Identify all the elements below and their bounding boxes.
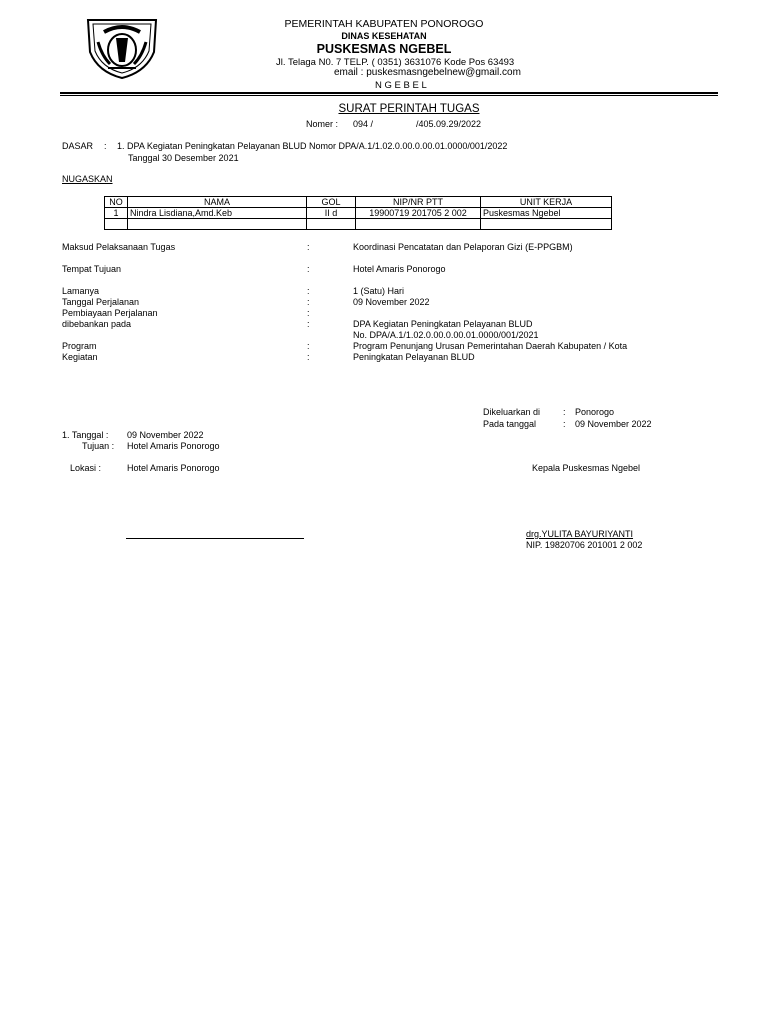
signer-title: Kepala Puskesmas Ngebel	[532, 463, 641, 473]
cell-nip: 19900719 201705 2 002	[356, 208, 481, 219]
pembiayaan-label: Pembiayaan Perjalanan	[62, 308, 158, 318]
email-line: email : puskesmasngebelnew@gmail.com	[334, 67, 521, 78]
visit-tanggal-value: 09 November 2022	[127, 430, 204, 440]
cell-gol	[307, 219, 356, 230]
dasar-item-1-date: Tanggal 30 Desember 2021	[128, 153, 239, 163]
cell-nama	[128, 219, 307, 230]
issued-date-value: 09 November 2022	[575, 419, 652, 429]
dibebankan-colon: :	[307, 319, 310, 329]
lamanya-value: 1 (Satu) Hari	[353, 286, 405, 296]
tanggal-value: 09 November 2022	[353, 297, 430, 307]
visit-tujuan-label: Tujuan :	[82, 441, 115, 451]
kegiatan-label: Kegiatan	[62, 352, 98, 362]
program-colon: :	[307, 341, 310, 351]
visit-lokasi-value: Hotel Amaris Ponorogo	[127, 463, 220, 473]
issued-date-label: Pada tanggal	[483, 419, 537, 429]
cell-no: 1	[105, 208, 128, 219]
kegiatan-value: Peningkatan Pelayanan BLUD	[353, 352, 475, 362]
signature-line	[126, 538, 304, 539]
cell-unit	[481, 219, 612, 230]
issued-date-colon: :	[563, 419, 566, 429]
cell-gol: II d	[307, 208, 356, 219]
col-nama: NAMA	[128, 197, 307, 208]
dibebankan-label: dibebankan pada	[62, 319, 132, 329]
maksud-colon: :	[307, 242, 310, 252]
signer-nip: NIP. 19820706 201001 2 002	[526, 540, 643, 550]
issued-at-colon: :	[563, 407, 566, 417]
letter-title: SURAT PERINTAH TUGAS	[338, 103, 480, 115]
dasar-label: DASAR	[62, 141, 94, 151]
dasar-colon: :	[104, 141, 107, 151]
gov-heading: PEMERINTAH KABUPATEN PONOROGO	[284, 18, 484, 30]
cell-unit: Puskesmas Ngebel	[481, 208, 612, 219]
lamanya-label: Lamanya	[62, 286, 100, 296]
dept-heading: DINAS KESEHATAN	[341, 31, 427, 41]
dasar-item-1: 1. DPA Kegiatan Peningkatan Pelayanan BLUD Nomor DPA/A.1/1.02.0.00.0.00.01.0000/001/2022	[117, 141, 508, 151]
dibebankan-value-2: No. DPA/A.1/1.02.0.00.0.00.01.0000/001/2021	[353, 330, 539, 340]
nugaskan-heading: NUGASKAN	[62, 174, 113, 184]
kegiatan-colon: :	[307, 352, 310, 362]
signer-name: drg.YULITA BAYURIYANTI	[526, 529, 634, 539]
number-value: 094 /	[353, 119, 374, 129]
cell-no	[105, 219, 128, 230]
col-gol: GOL	[307, 197, 356, 208]
col-nip: NIP/NR PTT	[356, 197, 481, 208]
program-label: Program	[62, 341, 97, 351]
number-label: Nomer :	[306, 119, 339, 129]
visit-tujuan-value: Hotel Amaris Ponorogo	[127, 441, 220, 451]
maksud-label: Maksud Pelaksanaan Tugas	[62, 242, 176, 252]
tempat-label: Tempat Tujuan	[62, 264, 122, 274]
cell-nip	[356, 219, 481, 230]
maksud-value: Koordinasi Pencatatan dan Pelaporan Gizi (E-PPGBM)	[353, 242, 573, 252]
col-unit: UNIT KERJA	[481, 197, 612, 208]
issued-at-label: Dikeluarkan di	[483, 407, 541, 417]
table-row	[105, 208, 612, 219]
tempat-colon: :	[307, 264, 310, 274]
issued-at-value: Ponorogo	[575, 407, 615, 417]
visit-lokasi-label: Lokasi :	[70, 463, 102, 473]
visit-tanggal-label: 1. Tanggal :	[62, 430, 109, 440]
org-heading: PUSKESMAS NGEBEL	[316, 42, 452, 56]
table-header-row	[105, 197, 612, 208]
header-divider-thin	[60, 95, 718, 96]
lamanya-colon: :	[307, 286, 310, 296]
header-divider	[60, 92, 718, 94]
col-no: NO	[105, 197, 128, 208]
cell-nama: Nindra Lisdiana,Amd.Keb	[128, 208, 307, 219]
address-line: Jl. Telaga N0. 7 TELP. ( 0351) 3631076 Kode Pos 63493	[276, 57, 515, 68]
table-row	[105, 219, 612, 230]
dibebankan-value: DPA Kegiatan Peningkatan Pelayanan BLUD	[353, 319, 533, 329]
tanggal-label: Tanggal Perjalanan	[62, 297, 140, 307]
staff-table	[104, 196, 612, 230]
number-suffix: /405.09.29/2022	[416, 119, 482, 129]
town-line: N G E B E L	[375, 80, 427, 91]
tanggal-colon: :	[307, 297, 310, 307]
tempat-value: Hotel Amaris Ponorogo	[353, 264, 446, 274]
pembiayaan-colon: :	[307, 308, 310, 318]
program-value: Program Penunjang Urusan Pemerintahan Daerah Kabupaten / Kota	[353, 341, 628, 351]
